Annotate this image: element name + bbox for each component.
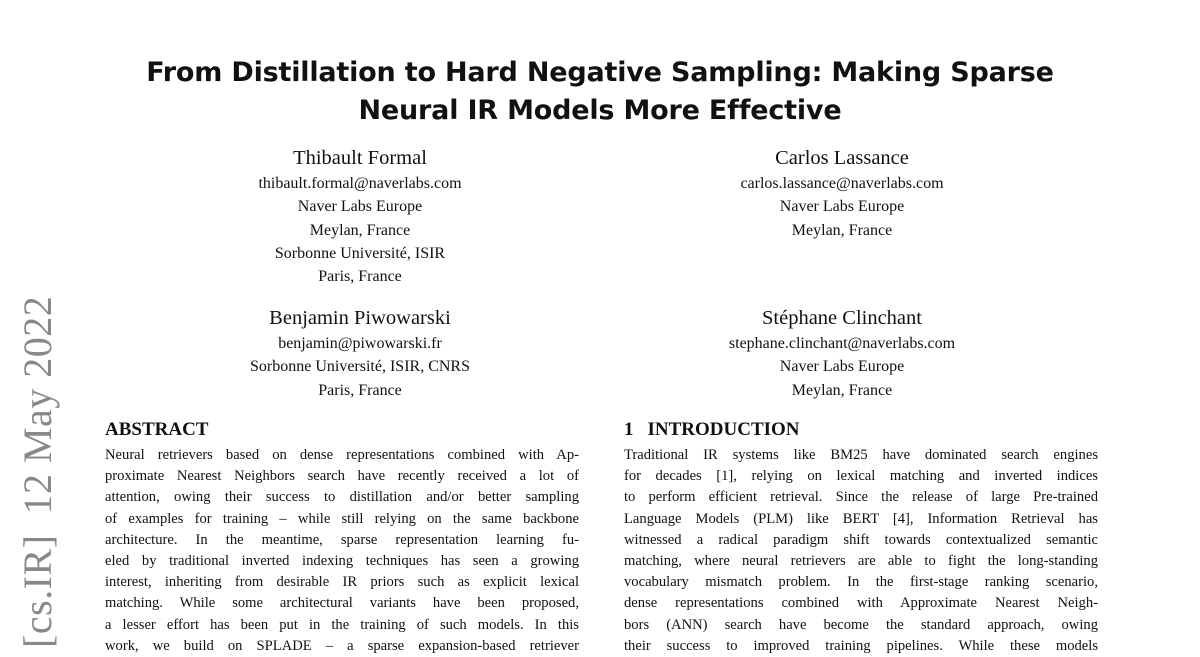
author-affiliation: Meylan, France bbox=[791, 381, 893, 399]
section-number: 1 bbox=[624, 419, 634, 440]
abstract-line: a lesser effort has been put in the training of such models. In this bbox=[105, 616, 579, 633]
arxiv-category: [cs.IR] bbox=[15, 534, 60, 648]
author-affiliation: Naver Labs Europe bbox=[297, 198, 423, 216]
paper-title-line-2: Neural IR Models More Effective bbox=[358, 95, 842, 126]
introduction-line: vocabulary mismatch problem. In the first-stage ranking scenario, bbox=[624, 574, 1098, 591]
introduction-line: bors (ANN) search have become the standard approach, owing bbox=[624, 616, 1098, 633]
author-name: Thibault Formal bbox=[293, 147, 427, 169]
arxiv-date: 12 May 2022 bbox=[15, 295, 60, 515]
introduction-line: to perform efficient retrieval. Since the release of large Pre-trained bbox=[624, 489, 1098, 506]
abstract-line: matching. While some architectural variants have been proposed, bbox=[105, 595, 579, 612]
author-email[interactable]: thibault.formal@naverlabs.com bbox=[258, 175, 462, 192]
author-block bbox=[160, 145, 560, 288]
introduction-line: for decades [1], relying on lexical matching and inverted indices bbox=[624, 468, 1098, 485]
abstract-body bbox=[105, 445, 579, 657]
introduction-line: matching, where neural retrievers are able to fight the long-standing bbox=[624, 552, 1098, 569]
introduction-line: witnessed a radical paradigm shift towards contextualized semantic bbox=[624, 531, 1098, 548]
abstract-line: proximate Nearest Neighbors search have recently received a lot of bbox=[105, 468, 579, 485]
author-affiliation: Paris, France bbox=[318, 381, 402, 399]
author-email[interactable]: stephane.clinchant@naverlabs.com bbox=[728, 335, 956, 352]
author-name: Stéphane Clinchant bbox=[762, 307, 922, 329]
abstract-line: attention, owing their success to distillation and/or better sampling bbox=[105, 489, 579, 506]
author-affiliation: Paris, France bbox=[318, 268, 402, 286]
abstract-line: Neural retrievers based on dense representations combined with Ap- bbox=[105, 447, 579, 463]
arxiv-stamp bbox=[15, 295, 60, 648]
introduction-line: dense representations combined with Approximate Nearest Neigh- bbox=[624, 595, 1098, 612]
author-email[interactable]: benjamin@piwowarski.fr bbox=[278, 335, 442, 352]
introduction-line: Traditional IR systems like BM25 have dominated search engines bbox=[624, 447, 1098, 463]
author-affiliation: Meylan, France bbox=[309, 221, 411, 239]
author-name: Carlos Lassance bbox=[775, 147, 909, 169]
author-block bbox=[642, 305, 1042, 402]
author-block bbox=[642, 145, 1042, 242]
author-affiliation: Naver Labs Europe bbox=[779, 358, 905, 376]
author-block bbox=[160, 305, 560, 402]
introduction-heading bbox=[624, 418, 800, 442]
author-name: Benjamin Piwowarski bbox=[269, 307, 451, 329]
abstract-heading: ABSTRACT bbox=[105, 419, 209, 440]
abstract-line: architecture. In the meantime, sparse representation learning fu- bbox=[105, 531, 579, 548]
author-affiliation: Sorbonne Université, ISIR bbox=[274, 244, 446, 262]
author-affiliation: Naver Labs Europe bbox=[779, 198, 905, 216]
introduction-line: Language Models (PLM) like BERT [4], Information Retrieval has bbox=[624, 510, 1098, 527]
author-affiliation: Sorbonne Université, ISIR, CNRS bbox=[250, 358, 470, 376]
paper-title-line-1: From Distillation to Hard Negative Sampling: Making Sparse bbox=[146, 57, 1054, 88]
author-email[interactable]: carlos.lassance@naverlabs.com bbox=[740, 175, 944, 192]
abstract-line: of examples for training – while still relying on the same backbone bbox=[105, 510, 579, 527]
paper-title bbox=[0, 54, 1200, 130]
introduction-body bbox=[624, 445, 1098, 657]
abstract-line: interest, inheriting from desirable IR priors such as explicit lexical bbox=[105, 574, 579, 591]
author-affiliation: Meylan, France bbox=[791, 221, 893, 239]
abstract-line: work, we build on SPLADE – a sparse expansion-based retriever bbox=[105, 637, 579, 654]
introduction-line: their success to improved training pipelines. While these models bbox=[624, 637, 1098, 654]
section-title: INTRODUCTION bbox=[647, 419, 800, 440]
abstract-line: eled by traditional inverted indexing techniques has seen a growing bbox=[105, 552, 579, 569]
